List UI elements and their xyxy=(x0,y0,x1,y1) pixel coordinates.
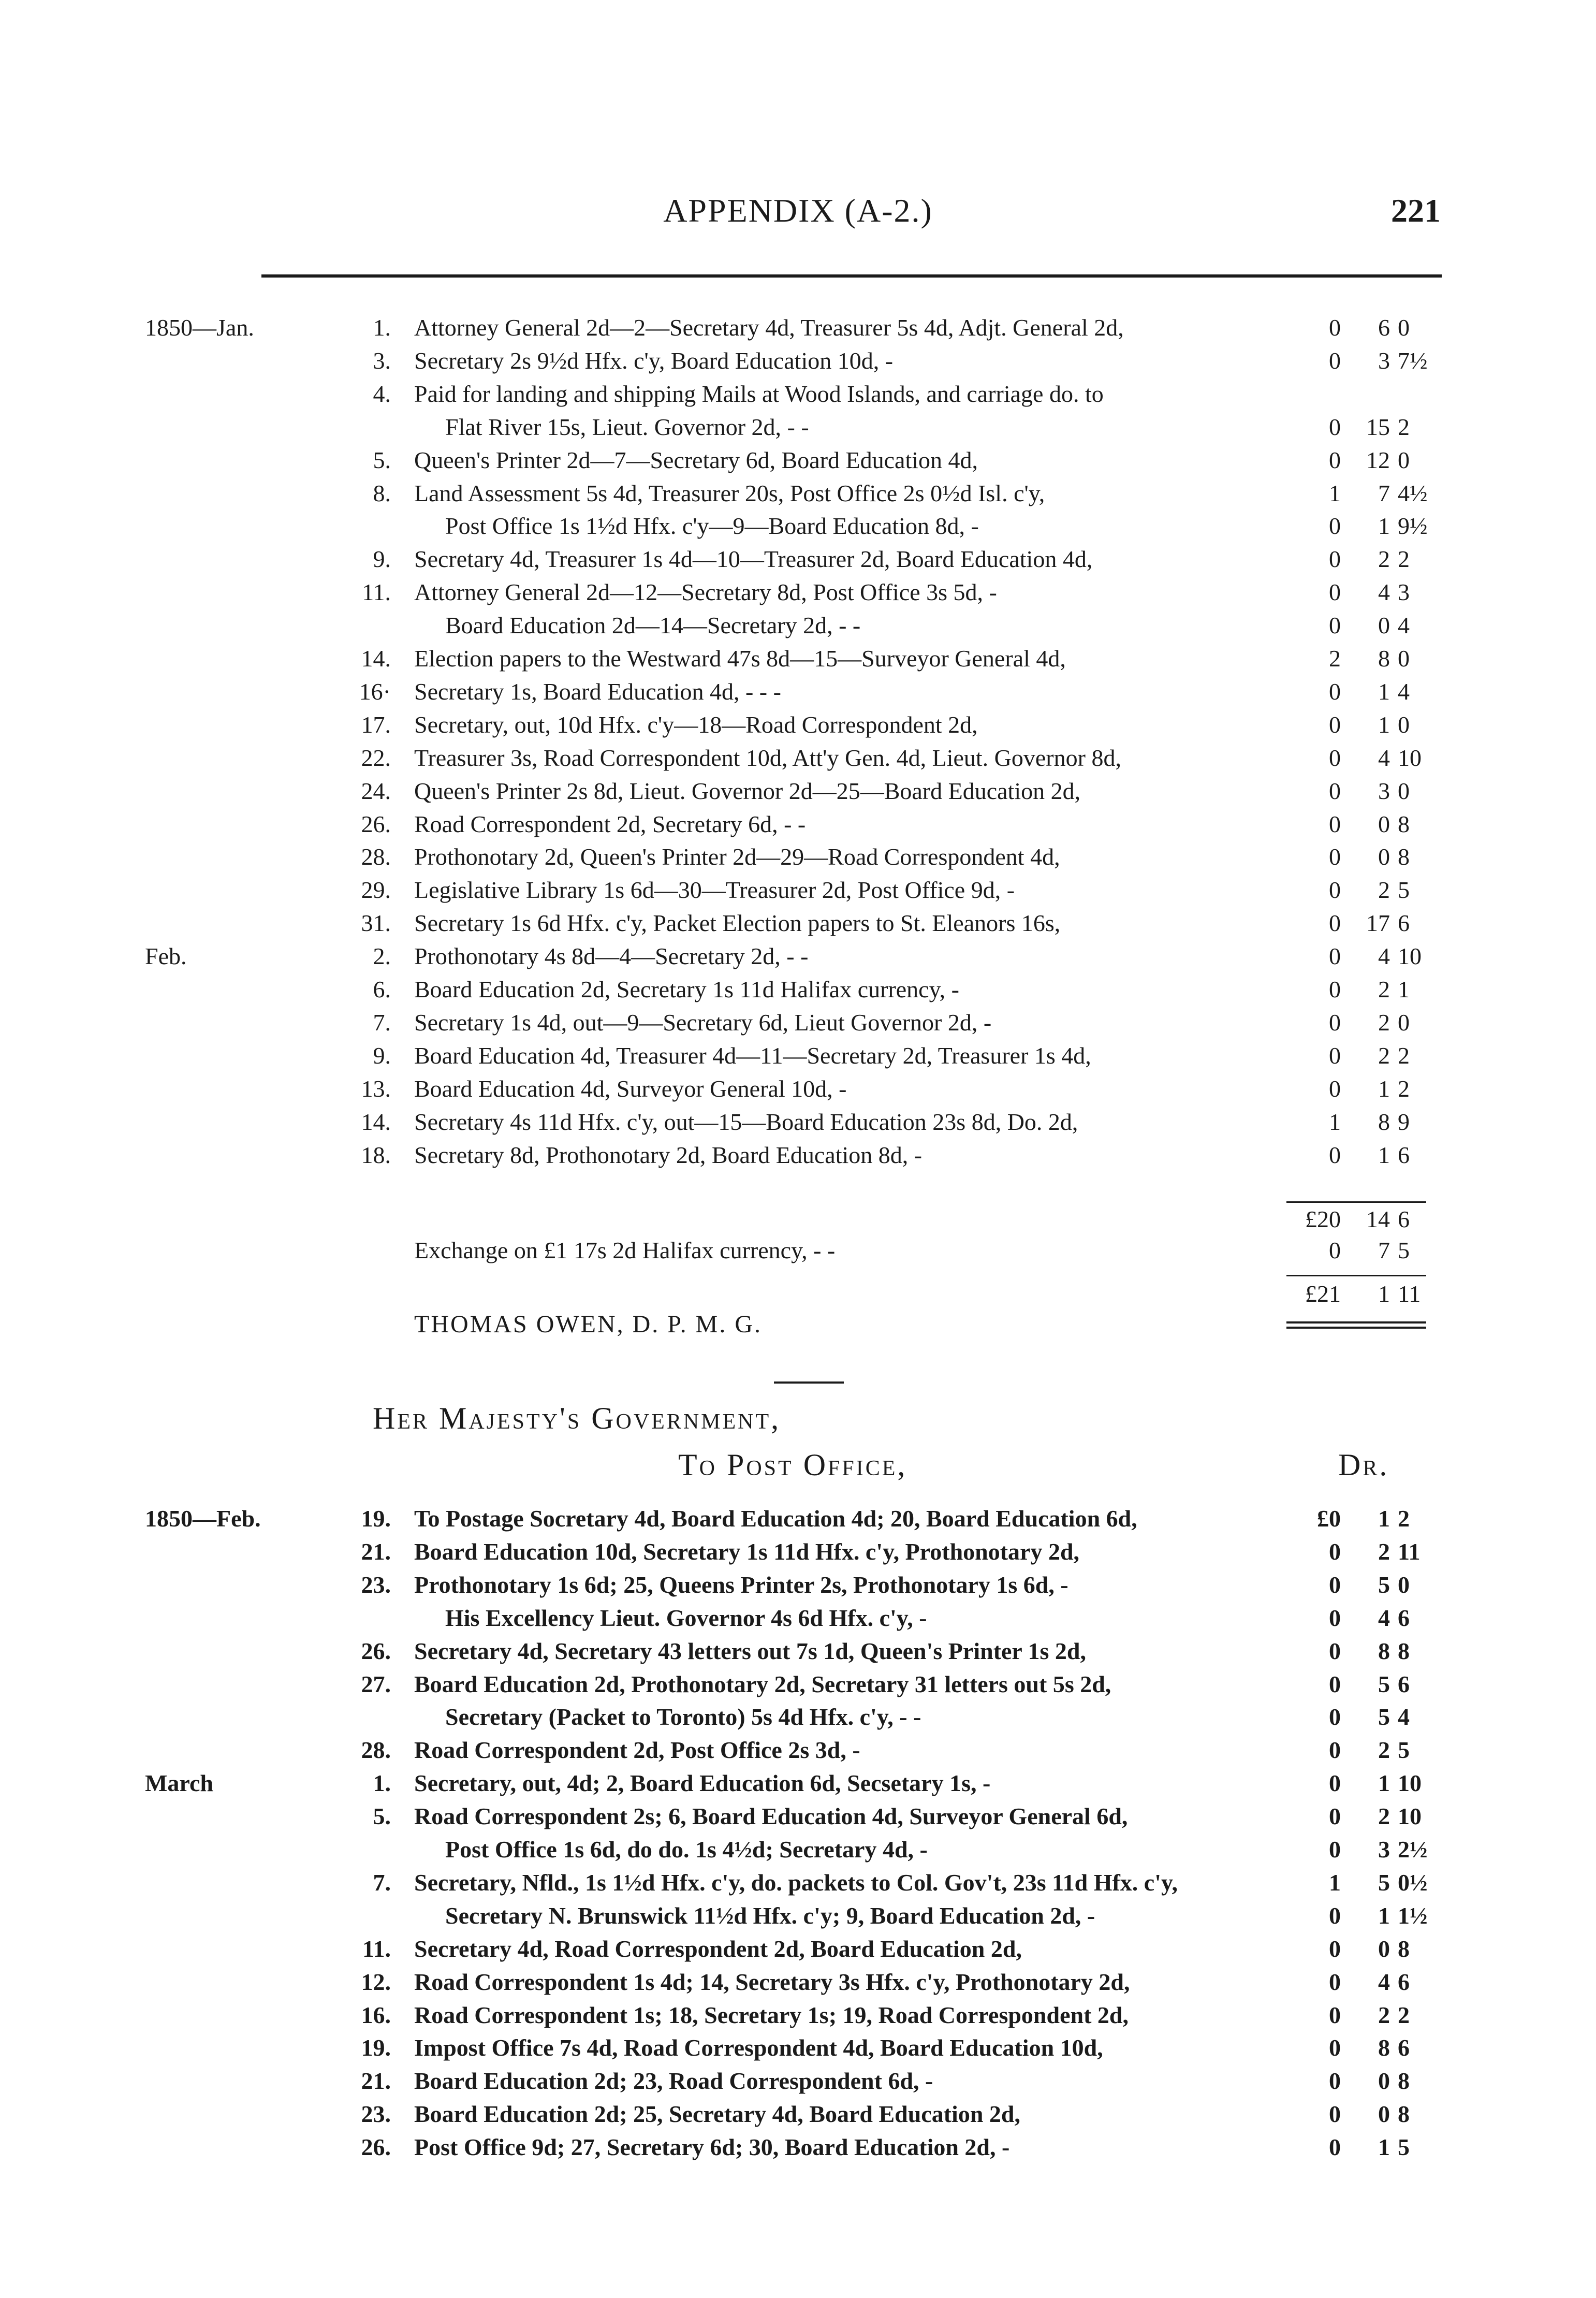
entry-pounds: 0 xyxy=(1329,2034,1341,2061)
exchange-shillings: 7 xyxy=(1378,1237,1390,1263)
entry-description: Prothonotary 4s 8d—4—Secretary 2d, - - xyxy=(414,943,809,970)
entry-pence: 8 xyxy=(1398,1637,1410,1664)
entry-pence: 0 xyxy=(1398,446,1410,473)
ledger-row xyxy=(0,1568,1596,1602)
entry-shillings: 2 xyxy=(1378,1042,1390,1069)
entry-pounds: 0 xyxy=(1329,1770,1341,1797)
entry-pence: 1½ xyxy=(1398,1902,1428,1929)
entry-shillings: 4 xyxy=(1378,943,1390,970)
entry-pence: 8 xyxy=(1398,843,1410,870)
entry-pounds: 0 xyxy=(1329,2068,1341,2095)
entry-pounds: 0 xyxy=(1329,877,1341,904)
ledger-row xyxy=(0,443,1596,477)
entry-shillings: 0 xyxy=(1378,810,1390,837)
entry-description: Prothonotary 1s 6d; 25, Queens Printer 2s, Prothonotary 1s 6d, - xyxy=(414,1571,1068,1598)
entry-day: 26. xyxy=(361,2134,391,2161)
entry-description: Road Correspondent 2d, Secretary 6d, - - xyxy=(414,810,806,837)
entry-pence: 6 xyxy=(1398,910,1410,937)
entry-day: 28. xyxy=(361,843,391,870)
ledger-row xyxy=(0,608,1596,643)
entry-shillings: 8 xyxy=(1378,1637,1390,1664)
entry-pence: 2 xyxy=(1398,413,1410,440)
entry-pence: 5 xyxy=(1398,1737,1410,1764)
ledger-row xyxy=(0,1733,1596,1767)
entry-shillings: 1 xyxy=(1378,513,1390,540)
entry-pounds: 0 xyxy=(1329,1836,1341,1863)
entry-pounds: 0 xyxy=(1329,810,1341,837)
ledger-row xyxy=(0,708,1596,742)
entry-pounds: 0 xyxy=(1329,2101,1341,2128)
entry-pence: 10 xyxy=(1398,1770,1422,1797)
entry-pounds: 1 xyxy=(1329,479,1341,506)
entry-shillings: 4 xyxy=(1378,744,1390,771)
ledger-row xyxy=(0,1866,1596,1900)
entry-description: Road Correspondent 1s 4d; 14, Secretary 3s Hfx. c'y, Prothonotary 2d, xyxy=(414,1968,1130,1995)
entry-shillings: 12 xyxy=(1366,446,1390,473)
entry-description: Secretary, out, 10d Hfx. c'y—18—Road Correspondent 2d, xyxy=(414,711,978,738)
entry-pence: 2½ xyxy=(1398,1836,1428,1863)
entry-day: 14. xyxy=(361,645,391,672)
ledger-row xyxy=(0,906,1596,940)
entry-description: Board Education 4d, Treasurer 4d—11—Secretary 2d, Treasurer 1s 4d, xyxy=(414,1042,1091,1069)
ledger-row xyxy=(0,1138,1596,1172)
entry-day: 26. xyxy=(361,1637,391,1664)
entry-pounds: 0 xyxy=(1329,1902,1341,1929)
entry-description: Post Office 9d; 27, Secretary 6d; 30, Board Education 2d, - xyxy=(414,2134,1010,2161)
entry-period: Feb. xyxy=(145,943,187,970)
entry-shillings: 3 xyxy=(1378,777,1390,804)
entry-day: 13. xyxy=(361,1075,391,1102)
entry-shillings: 5 xyxy=(1378,1571,1390,1598)
entry-pounds: 2 xyxy=(1329,645,1341,672)
entry-shillings: 2 xyxy=(1378,976,1390,1002)
entry-pounds: 1 xyxy=(1329,1108,1341,1135)
entry-pence: 9½ xyxy=(1398,513,1428,540)
entry-shillings: 0 xyxy=(1378,2101,1390,2128)
ledger-row xyxy=(0,476,1596,511)
entry-shillings: 1 xyxy=(1378,678,1390,705)
entry-shillings: 0 xyxy=(1378,843,1390,870)
entry-shillings: 1 xyxy=(1378,1505,1390,1532)
entry-pence: 8 xyxy=(1398,2068,1410,2095)
entry-day: 9. xyxy=(373,1042,391,1069)
entry-shillings: 15 xyxy=(1366,413,1390,440)
ledger-row xyxy=(0,2031,1596,2065)
entry-description: Board Education 2d; 25, Secretary 4d, Board Education 2d, xyxy=(414,2101,1020,2128)
entry-period: 1850—Feb. xyxy=(145,1505,261,1532)
entry-pence: 11 xyxy=(1398,1538,1421,1565)
entry-day: 2. xyxy=(373,943,391,970)
ledger-row xyxy=(0,2130,1596,2164)
total-rule xyxy=(1286,1275,1426,1276)
entry-pence: 4½ xyxy=(1398,479,1428,506)
entry-day: 14. xyxy=(361,1108,391,1135)
entry-pence: 0½ xyxy=(1398,1869,1428,1896)
entry-shillings: 1 xyxy=(1378,1141,1390,1168)
entry-day: 23. xyxy=(361,2101,391,2128)
entry-day: 18. xyxy=(361,1141,391,1168)
entry-description: Prothonotary 2d, Queen's Printer 2d—29—Road Correspondent 4d, xyxy=(414,843,1060,870)
entry-pence: 0 xyxy=(1398,314,1410,341)
entry-pounds: 0 xyxy=(1329,446,1341,473)
ledger-row xyxy=(0,807,1596,841)
entry-description: Post Office 1s 1½d Hfx. c'y—9—Board Education 8d, - xyxy=(445,513,979,540)
entry-description: Board Education 2d—14—Secretary 2d, - - xyxy=(445,612,861,639)
entry-day: 17. xyxy=(361,711,391,738)
ledger-row xyxy=(0,1039,1596,1073)
entry-shillings: 3 xyxy=(1378,1836,1390,1863)
entry-description: Secretary 1s 6d Hfx. c'y, Packet Election papers to St. Eleanors 16s, xyxy=(414,910,1061,937)
entry-day: 16· xyxy=(359,678,391,705)
entry-day: 19. xyxy=(361,1505,391,1532)
entry-pence: 2 xyxy=(1398,1042,1410,1069)
debit-label: Dr. xyxy=(1338,1448,1389,1482)
entry-shillings: 7 xyxy=(1378,479,1390,506)
entry-shillings: 2 xyxy=(1378,1803,1390,1830)
entry-period: March xyxy=(145,1770,214,1797)
signature: THOMAS OWEN, D. P. M. G. xyxy=(414,1311,763,1338)
entry-description: Secretary 4d, Secretary 43 letters out 7s 1d, Queen's Printer 1s 2d, xyxy=(414,1637,1086,1664)
entry-description: Secretary 8d, Prothonotary 2d, Board Education 8d, - xyxy=(414,1141,923,1168)
entry-period: 1850—Jan. xyxy=(145,314,254,341)
entry-shillings: 1 xyxy=(1378,711,1390,738)
subtotal-pence: 6 xyxy=(1398,1206,1410,1232)
entry-pounds: 0 xyxy=(1329,413,1341,440)
ledger-row xyxy=(0,840,1596,874)
entry-pence: 0 xyxy=(1398,1009,1410,1036)
entry-pence: 2 xyxy=(1398,1505,1410,1532)
entry-pounds: 0 xyxy=(1329,943,1341,970)
entry-shillings: 1 xyxy=(1378,2134,1390,2161)
entry-pounds: 0 xyxy=(1329,1009,1341,1036)
entry-shillings: 6 xyxy=(1378,314,1390,341)
entry-shillings: 8 xyxy=(1378,2034,1390,2061)
ledger-row xyxy=(0,1700,1596,1734)
entry-description: Queen's Printer 2s 8d, Lieut. Governor 2d—25—Board Education 2d, xyxy=(414,777,1081,804)
entry-day: 22. xyxy=(361,744,391,771)
entry-day: 29. xyxy=(361,877,391,904)
entry-description: Legislative Library 1s 6d—30—Treasurer 2d, Post Office 9d, - xyxy=(414,877,1015,904)
entry-description: Board Education 10d, Secretary 1s 11d Hfx. c'y, Prothonotary 2d, xyxy=(414,1538,1080,1565)
ledger-row xyxy=(0,873,1596,907)
exchange-pence: 5 xyxy=(1398,1237,1410,1263)
page-number: 221 xyxy=(1391,192,1441,229)
entry-pounds: 0 xyxy=(1329,843,1341,870)
ledger-row xyxy=(0,2064,1596,2098)
entry-shillings: 5 xyxy=(1378,1869,1390,1896)
entry-description: Treasurer 3s, Road Correspondent 10d, Att'y Gen. 4d, Lieut. Governor 8d, xyxy=(414,744,1121,771)
ledger-row xyxy=(0,675,1596,709)
entry-pounds: 0 xyxy=(1329,1538,1341,1565)
total-double-rule xyxy=(1286,1321,1426,1329)
entry-pounds: 0 xyxy=(1329,1670,1341,1697)
entry-pounds: 0 xyxy=(1329,976,1341,1002)
entry-shillings: 0 xyxy=(1378,612,1390,639)
entry-pence: 8 xyxy=(1398,1935,1410,1962)
ledger-row xyxy=(0,774,1596,808)
entry-pence: 0 xyxy=(1398,777,1410,804)
exchange-description: Exchange on £1 17s 2d Halifax currency, - - xyxy=(414,1237,836,1263)
entry-shillings: 2 xyxy=(1378,1009,1390,1036)
entry-description: Secretary 4d, Treasurer 1s 4d—10—Treasurer 2d, Board Education 4d, xyxy=(414,546,1093,573)
entry-pounds: 0 xyxy=(1329,1075,1341,1102)
entry-day: 31. xyxy=(361,910,391,937)
account-subheading: To Post Office, xyxy=(678,1448,907,1482)
entry-pounds: 0 xyxy=(1329,1803,1341,1830)
ledger-row xyxy=(0,311,1596,345)
entry-day: 6. xyxy=(373,976,391,1002)
subtotal-row xyxy=(0,1202,1596,1237)
entry-pounds: 0 xyxy=(1329,1571,1341,1598)
entry-shillings: 5 xyxy=(1378,1670,1390,1697)
ledger-row xyxy=(0,1932,1596,1966)
entry-pounds: 0 xyxy=(1329,910,1341,937)
entry-description: Board Education 2d; 23, Road Correspondent 6d, - xyxy=(414,2068,933,2095)
ledger-row xyxy=(0,2097,1596,2131)
total-pounds: £21 xyxy=(1305,1281,1341,1307)
entry-description: Flat River 15s, Lieut. Governor 2d, - - xyxy=(445,413,809,440)
entry-pence: 0 xyxy=(1398,645,1410,672)
entry-pence: 7½ xyxy=(1398,347,1428,374)
entry-day: 8. xyxy=(373,479,391,506)
entry-description: Secretary, Nfld., 1s 1½d Hfx. c'y, do. packets to Col. Gov't, 23s 11d Hfx. c'y, xyxy=(414,1869,1178,1896)
ledger-row xyxy=(0,575,1596,609)
entry-pence: 5 xyxy=(1398,877,1410,904)
entry-day: 11. xyxy=(362,579,391,606)
page-header xyxy=(0,192,1596,238)
ledger-row xyxy=(0,1105,1596,1139)
entry-pence: 4 xyxy=(1398,1704,1410,1730)
ledger-row xyxy=(0,1899,1596,1933)
entry-pounds: 0 xyxy=(1329,2001,1341,2028)
entry-pence: 2 xyxy=(1398,2001,1410,2028)
total-pence: 11 xyxy=(1398,1281,1421,1307)
entry-shillings: 2 xyxy=(1378,2001,1390,2028)
entry-shillings: 2 xyxy=(1378,546,1390,573)
entry-description: Impost Office 7s 4d, Road Correspondent 4d, Board Education 10d, xyxy=(414,2034,1103,2061)
entry-day: 5. xyxy=(373,446,391,473)
entry-pounds: 0 xyxy=(1329,612,1341,639)
entry-day: 5. xyxy=(373,1803,391,1830)
entry-pence: 6 xyxy=(1398,2034,1410,2061)
entry-description: Board Education 2d, Prothonotary 2d, Secretary 31 letters out 5s 2d, xyxy=(414,1670,1111,1697)
entry-shillings: 3 xyxy=(1378,347,1390,374)
entry-pounds: 0 xyxy=(1329,678,1341,705)
ledger-row xyxy=(0,344,1596,378)
entry-day: 24. xyxy=(361,777,391,804)
ledger-row xyxy=(0,1965,1596,1999)
ledger-row xyxy=(0,1634,1596,1668)
entry-description: Land Assessment 5s 4d, Treasurer 20s, Post Office 2s 0½d Isl. c'y, xyxy=(414,479,1045,506)
entry-pounds: 0 xyxy=(1329,1935,1341,1962)
entry-description: To Postage Socretary 4d, Board Education 4d; 20, Board Education 6d, xyxy=(414,1505,1137,1532)
total-shillings: 1 xyxy=(1378,1281,1390,1307)
entry-pounds: 0 xyxy=(1329,1141,1341,1168)
entry-shillings: 8 xyxy=(1378,1108,1390,1135)
entry-description: Secretary (Packet to Toronto) 5s 4d Hfx. c'y, - - xyxy=(445,1704,921,1730)
entry-day: 26. xyxy=(361,810,391,837)
ledger-row xyxy=(0,542,1596,576)
ledger-row xyxy=(0,1072,1596,1106)
entry-pence: 10 xyxy=(1398,1803,1422,1830)
entry-description: Secretary, out, 4d; 2, Board Education 6d, Secsetary 1s, - xyxy=(414,1770,991,1797)
entry-pence: 10 xyxy=(1398,943,1422,970)
ledger-row xyxy=(0,1832,1596,1867)
exchange-row xyxy=(0,1233,1596,1268)
entry-pence: 1 xyxy=(1398,976,1410,1002)
entry-pounds: 0 xyxy=(1329,1042,1341,1069)
ledger-row xyxy=(0,972,1596,1007)
entry-pounds: 0 xyxy=(1329,777,1341,804)
account-heading: Her Majesty's Government, xyxy=(373,1401,781,1435)
entry-pounds: 0 xyxy=(1329,1637,1341,1664)
ledger-row xyxy=(0,642,1596,676)
page-title: APPENDIX (A-2.) xyxy=(663,192,933,229)
entry-pence: 6 xyxy=(1398,1670,1410,1697)
ledger-row xyxy=(0,509,1596,543)
entry-shillings: 2 xyxy=(1378,877,1390,904)
entry-pence: 4 xyxy=(1398,678,1410,705)
entry-pence: 8 xyxy=(1398,2101,1410,2128)
entry-pence: 6 xyxy=(1398,1968,1410,1995)
entry-shillings: 17 xyxy=(1366,910,1390,937)
ledger-row xyxy=(0,1006,1596,1040)
entry-pounds: 0 xyxy=(1329,711,1341,738)
entry-description: Election papers to the Westward 47s 8d—15—Surveyor General 4d, xyxy=(414,645,1066,672)
entry-day: 16. xyxy=(361,2001,391,2028)
entry-pence: 4 xyxy=(1398,612,1410,639)
entry-description: Secretary 1s, Board Education 4d, - - - xyxy=(414,678,781,705)
entry-pence: 10 xyxy=(1398,744,1422,771)
entry-pence: 0 xyxy=(1398,1571,1410,1598)
entry-shillings: 4 xyxy=(1378,1968,1390,1995)
section-divider xyxy=(774,1381,844,1384)
entry-pounds: 0 xyxy=(1329,1968,1341,1995)
entry-day: 4. xyxy=(373,380,391,407)
entry-day: 1. xyxy=(373,1770,391,1797)
entry-day: 27. xyxy=(361,1670,391,1697)
entry-shillings: 4 xyxy=(1378,1604,1390,1631)
ledger-row xyxy=(0,1535,1596,1569)
ledger-row xyxy=(0,1998,1596,2032)
entry-description: Board Education 4d, Surveyor General 10d, - xyxy=(414,1075,847,1102)
entry-pounds: 0 xyxy=(1329,2134,1341,2161)
entry-description: Post Office 1s 6d, do do. 1s 4½d; Secretary 4d, - xyxy=(445,1836,928,1863)
ledger-row xyxy=(0,1502,1596,1536)
entry-day: 7. xyxy=(373,1009,391,1036)
ledger-row xyxy=(0,939,1596,973)
entry-pounds: £0 xyxy=(1317,1505,1341,1532)
entry-description: Board Education 2d, Secretary 1s 11d Halifax currency, - xyxy=(414,976,959,1002)
entry-day: 21. xyxy=(361,2068,391,2095)
entry-pounds: 0 xyxy=(1329,744,1341,771)
entry-day: 23. xyxy=(361,1571,391,1598)
entry-shillings: 8 xyxy=(1378,645,1390,672)
entry-description: Secretary 4s 11d Hfx. c'y, out—15—Board Education 23s 8d, Do. 2d, xyxy=(414,1108,1078,1135)
entry-pence: 8 xyxy=(1398,810,1410,837)
entry-day: 11. xyxy=(362,1935,391,1962)
entry-pounds: 0 xyxy=(1329,579,1341,606)
entry-description: His Excellency Lieut. Governor 4s 6d Hfx. c'y, - xyxy=(445,1604,927,1631)
entry-pence: 9 xyxy=(1398,1108,1410,1135)
entry-description: Paid for landing and shipping Mails at Wood Islands, and carriage do. to xyxy=(414,380,1104,407)
entry-description: Secretary 4d, Road Correspondent 2d, Board Education 2d, xyxy=(414,1935,1022,1962)
entry-pence: 2 xyxy=(1398,1075,1410,1102)
entry-pence: 6 xyxy=(1398,1604,1410,1631)
entry-pounds: 0 xyxy=(1329,1737,1341,1764)
subtotal-pounds: £20 xyxy=(1305,1206,1341,1232)
entry-pence: 0 xyxy=(1398,711,1410,738)
entry-pounds: 0 xyxy=(1329,314,1341,341)
entry-shillings: 0 xyxy=(1378,1935,1390,1962)
entry-shillings: 1 xyxy=(1378,1770,1390,1797)
entry-day: 28. xyxy=(361,1737,391,1764)
entry-pounds: 0 xyxy=(1329,1704,1341,1730)
entry-day: 21. xyxy=(361,1538,391,1565)
entry-shillings: 1 xyxy=(1378,1075,1390,1102)
entry-description: Attorney General 2d—12—Secretary 8d, Post Office 3s 5d, - xyxy=(414,579,997,606)
entry-description: Road Correspondent 2s; 6, Board Education 4d, Surveyor General 6d, xyxy=(414,1803,1128,1830)
entry-pounds: 0 xyxy=(1329,546,1341,573)
ledger-row xyxy=(0,410,1596,444)
entry-day: 3. xyxy=(373,347,391,374)
entry-pence: 6 xyxy=(1398,1141,1410,1168)
entry-description: Secretary 1s 4d, out—9—Secretary 6d, Lieut Governor 2d, - xyxy=(414,1009,992,1036)
header-rule xyxy=(261,274,1442,278)
entry-shillings: 4 xyxy=(1378,579,1390,606)
subtotal-shillings: 14 xyxy=(1366,1206,1390,1232)
exchange-pounds: 0 xyxy=(1329,1237,1341,1263)
ledger-row xyxy=(0,1601,1596,1635)
ledger-row xyxy=(0,741,1596,775)
entry-shillings: 1 xyxy=(1378,1902,1390,1929)
entry-pounds: 0 xyxy=(1329,1604,1341,1631)
entry-pence: 3 xyxy=(1398,579,1410,606)
total-row xyxy=(0,1277,1596,1311)
entry-description: Secretary N. Brunswick 11½d Hfx. c'y; 9, Board Education 2d, - xyxy=(445,1902,1095,1929)
entry-day: 9. xyxy=(373,546,391,573)
entry-day: 12. xyxy=(361,1968,391,1995)
entry-pounds: 0 xyxy=(1329,347,1341,374)
ledger-row xyxy=(0,1799,1596,1834)
entry-description: Road Correspondent 2d, Post Office 2s 3d, - xyxy=(414,1737,860,1764)
entry-shillings: 0 xyxy=(1378,2068,1390,2095)
ledger-row xyxy=(0,377,1596,411)
entry-day: 7. xyxy=(373,1869,391,1896)
entry-pounds: 0 xyxy=(1329,513,1341,540)
entry-description: Attorney General 2d—2—Secretary 4d, Treasurer 5s 4d, Adjt. General 2d, xyxy=(414,314,1124,341)
ledger-row xyxy=(0,1667,1596,1701)
entry-pounds: 1 xyxy=(1329,1869,1341,1896)
ledger-row xyxy=(0,1766,1596,1800)
entry-pence: 2 xyxy=(1398,546,1410,573)
entry-pence: 5 xyxy=(1398,2134,1410,2161)
entry-day: 1. xyxy=(373,314,391,341)
entry-description: Secretary 2s 9½d Hfx. c'y, Board Education 10d, - xyxy=(414,347,894,374)
entry-shillings: 2 xyxy=(1378,1737,1390,1764)
entry-shillings: 2 xyxy=(1378,1538,1390,1565)
entry-description: Road Correspondent 1s; 18, Secretary 1s; 19, Road Correspondent 2d, xyxy=(414,2001,1129,2028)
entry-description: Queen's Printer 2d—7—Secretary 6d, Board Education 4d, xyxy=(414,446,978,473)
entry-day: 19. xyxy=(361,2034,391,2061)
entry-shillings: 5 xyxy=(1378,1704,1390,1730)
